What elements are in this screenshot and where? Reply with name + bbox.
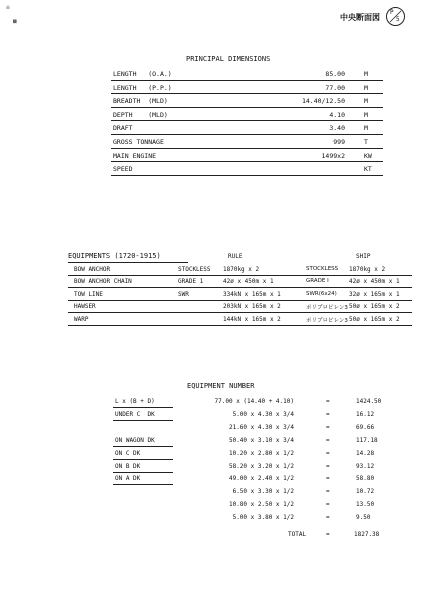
ship-value: 32ø x 165m x 1 [349, 290, 400, 298]
equipment-number-result: 14.28 [356, 449, 375, 457]
equipment-item: TOW LINE [74, 290, 103, 298]
equipment-row-rule [68, 325, 412, 326]
page-number-circle [386, 7, 405, 26]
dimension-label: BREADTH (MLD) [113, 97, 168, 106]
equipment-number-result: 1424.50 [356, 398, 382, 405]
equipment-number-result: 58.80 [356, 475, 375, 483]
equipment-number-equals: = [326, 462, 330, 470]
rule-value: 144kN x 165m x 2 [223, 315, 281, 323]
dimension-label: MAIN ENGINE [113, 151, 157, 160]
equipment-row-rule [68, 287, 412, 288]
equipment-number-label-rule [113, 420, 173, 421]
equipment-item: BOW ANCHOR CHAIN [74, 278, 132, 286]
dimension-unit: KT [364, 165, 372, 174]
divider-slash [387, 8, 404, 25]
ship-column-header: SHIP [356, 253, 371, 260]
page-number-bottom: 5 [396, 16, 400, 23]
ship-type: ポリプロピレン3 [306, 317, 348, 324]
dimension-value: 4.10 [329, 110, 345, 119]
equipment-number-expression: 21.60 x 4.30 x 3/4 [228, 423, 294, 431]
ship-type: ポリプロピレン3 [306, 305, 348, 312]
equipment-number-equals: = [326, 398, 330, 405]
total-equals: = [326, 531, 330, 538]
dimension-value: 77.00 [325, 83, 345, 92]
dimension-value: 3.40 [329, 124, 345, 133]
dimension-row-rule [111, 161, 383, 162]
corner-mark-1: ≡ [6, 4, 10, 11]
equipment-item: WARP [74, 315, 89, 323]
dimension-row-rule [111, 120, 383, 121]
dimension-unit: M [364, 83, 368, 92]
equipment-number-label: ON A DK [115, 475, 141, 483]
total-label: TOTAL [288, 531, 307, 538]
equipment-number-expression: 49.00 x 2.40 x 1/2 [228, 475, 294, 483]
equipment-number-label: L x (B + D) [115, 398, 155, 405]
equipment-number-equals: = [326, 488, 330, 496]
dimension-value: 14.40/12.50 [301, 97, 345, 106]
equipment-number-expression: 58.20 x 3.20 x 1/2 [228, 462, 294, 470]
drawing-title-stamp: 中央断面図 [340, 13, 380, 22]
rule-column-header: RULE [228, 253, 243, 260]
equipment-number-result: 10.72 [356, 488, 375, 496]
dimension-unit: KW [364, 151, 372, 160]
rule-value: 203kN x 165m x 2 [223, 303, 281, 311]
ship-value: 50ø x 165m x 2 [349, 315, 400, 323]
equipment-number-expression: 77.00 x (14.40 + 4.10) [214, 398, 294, 405]
equipment-number-result: 16.12 [356, 410, 375, 418]
rule-type: GRADE 1 [178, 278, 204, 286]
equipment-item: HAWSER [74, 303, 96, 311]
rule-value: 1870kg x 2 [223, 266, 260, 273]
equipment-number-title: EQUIPMENT NUMBER [187, 382, 255, 390]
dimension-row-rule [111, 148, 383, 149]
equipment-number-expression: 6.50 x 3.30 x 1/2 [232, 488, 294, 496]
dimension-unit: M [364, 97, 368, 106]
equipment-number-expression: 10.80 x 2.50 x 1/2 [228, 501, 294, 509]
dimension-unit: M [364, 110, 368, 119]
page-number-top: P [390, 9, 394, 16]
dimension-label: GROSS TONNAGE [113, 138, 164, 146]
equipment-number-expression: 10.20 x 2.80 x 1/2 [228, 449, 294, 457]
equipments-title: EQUIPMENTS (1720-1915) [68, 252, 161, 260]
equipment-row-rule [68, 300, 412, 301]
equipment-number-equals: = [326, 501, 330, 509]
equipment-number-label-rule [113, 446, 173, 447]
ship-type: GRADE I [306, 278, 329, 285]
equipment-number-equals: = [326, 423, 330, 431]
ship-type: SWR(6x24) [306, 290, 337, 297]
dimension-value: 1499x2 [321, 151, 345, 160]
equipment-number-result: 13.50 [356, 501, 375, 509]
dimension-row-rule [111, 107, 383, 108]
equipment-number-label: ON B DK [115, 462, 141, 470]
ship-value: 50ø x 165m x 2 [349, 303, 400, 311]
equipment-number-result: 93.12 [356, 462, 375, 470]
dimension-row-rule [111, 175, 383, 176]
equipment-number-expression: 50.40 x 3.10 x 3/4 [228, 436, 294, 444]
rule-type: STOCKLESS [178, 266, 211, 273]
equipments-title-underline [68, 262, 188, 263]
equipment-number-equals: = [326, 436, 330, 444]
total-value: 1827.38 [354, 531, 380, 538]
equipment-number-equals: = [326, 475, 330, 483]
dimension-label: DEPTH (MLD) [113, 110, 168, 119]
dimension-label: DRAFT [113, 124, 133, 133]
dimension-unit: M [364, 70, 368, 78]
dimension-label: SPEED [113, 165, 133, 174]
dimension-unit: T [364, 138, 368, 146]
dimension-row-rule [111, 93, 383, 94]
equipment-number-label-rule [113, 484, 173, 485]
corner-mark-2: ■ [13, 18, 17, 25]
equipment-number-label-rule [113, 472, 173, 473]
equipment-number-result: 9.50 [356, 514, 371, 522]
equipment-number-result: 69.66 [356, 423, 375, 431]
equipment-number-label-rule [113, 407, 173, 408]
rule-value: 334kN x 165m x 1 [223, 290, 281, 298]
principal-dimensions-title: PRINCIPAL DIMENSIONS [186, 55, 271, 63]
equipment-number-label-rule [113, 459, 173, 460]
equipment-row-rule [68, 312, 412, 313]
dimension-row-rule [111, 134, 383, 135]
equipment-row-rule [68, 275, 412, 276]
dimension-row-rule [111, 80, 383, 81]
equipment-item: BOW ANCHOR [74, 266, 111, 273]
dimension-value: 999 [333, 138, 345, 146]
ship-value: 42ø x 450m x 1 [349, 278, 400, 286]
equipment-number-label: ON WAGON DK [115, 436, 155, 444]
dimension-label: LENGTH (O.A.) [113, 70, 172, 78]
equipment-number-expression: 5.00 x 3.80 x 1/2 [232, 514, 294, 522]
dimension-unit: M [364, 124, 368, 133]
equipment-number-expression: 5.00 x 4.30 x 3/4 [232, 410, 294, 418]
ship-value: 1870kg x 2 [349, 266, 386, 273]
equipment-number-label: UNDER C DK [115, 410, 155, 418]
equipment-number-equals: = [326, 410, 330, 418]
dimension-value: 85.00 [325, 70, 345, 78]
equipment-number-equals: = [326, 449, 330, 457]
equipment-number-label: ON C DK [115, 449, 141, 457]
rule-value: 42ø x 450m x 1 [223, 278, 274, 286]
rule-type: SWR [178, 290, 189, 298]
ship-type: STOCKLESS [306, 266, 339, 272]
dimension-label: LENGTH (P.P.) [113, 83, 172, 92]
equipment-number-result: 117.18 [356, 436, 378, 444]
equipment-number-equals: = [326, 514, 330, 522]
